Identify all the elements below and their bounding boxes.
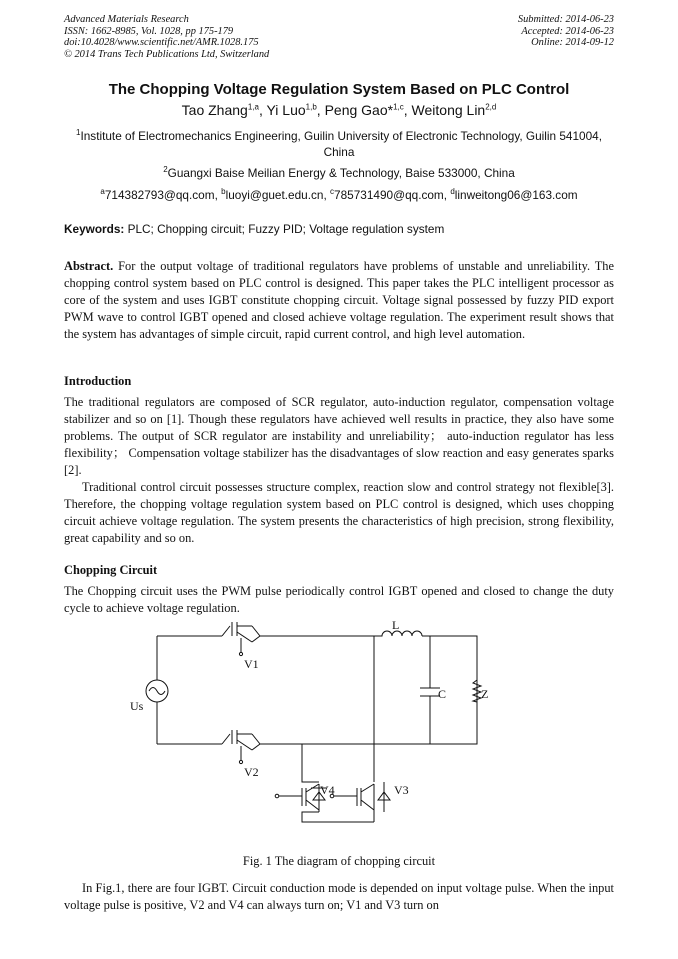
- journal-name: Advanced Materials Research: [64, 14, 189, 25]
- author-name: Weitong Lin: [411, 102, 486, 118]
- chopping-circuit-diagram: [120, 612, 500, 852]
- email-sup: a: [100, 187, 105, 197]
- chopping-paragraph: The Chopping circuit uses the PWM pulse periodically control IGBT opened and closed to change the duty cycle to achieve voltage regulation.: [64, 584, 614, 615]
- source-label: Us: [130, 699, 144, 713]
- dates-header: [518, 14, 614, 49]
- capacitor-symbol: [420, 688, 440, 696]
- author-name: Peng Gao*: [324, 102, 394, 118]
- author-name: Tao Zhang: [181, 102, 248, 118]
- email-link[interactable]: linweitong06@163.com: [454, 188, 578, 202]
- email-link[interactable]: luoyi@guet.edu.cn: [225, 188, 324, 202]
- paper-title: The Chopping Voltage Regulation System Based on PLC Control: [108, 81, 570, 98]
- figure-caption: Fig. 1 The diagram of chopping circuit: [242, 854, 436, 868]
- v1-label: V1: [244, 657, 259, 671]
- introduction-paragraph-1: The traditional regulators are composed of SCR regulator, auto-induction regulator, compensation voltage stabilizer and so on [1]. Though these regulators have achieved well results in practice, they also have some problems. The output of SCR regulator are instability and unreliability； auto-induction regulator has less flexibility； Compensation voltage stabilizer has the disadvantages of slow reaction and easy generates sparks [2].: [64, 395, 614, 477]
- ac-source-symbol: [146, 680, 168, 702]
- chopping-heading: Chopping Circuit: [64, 563, 158, 577]
- abstract: [64, 258, 614, 343]
- keywords: [64, 222, 444, 236]
- introduction-paragraph-2: Traditional control circuit possesses structure complex, reaction slow and control strategy not flexible[3]. Therefore, the chopping voltage regulation system based on PLC control is designed, which uses chopping circuit achieve voltage regulation. The system presents the characteristics of high precision, strong flexibility, great capability and so on.: [64, 480, 614, 545]
- closing-paragraph: In Fig.1, there are four IGBT. Circuit conduction mode is depended on input voltage pulse. When the input voltage pulse is positive, V2 and V4 can always turn on; V1 and V3 turn on: [64, 881, 614, 912]
- abstract-text: For the output voltage of traditional regulators have problems of unstable and unreliability. The chopping control system based on PLC control is designed. This paper takes the PLC intelligent processor as core of the system and uses IGBT constitute chopping circuit. Voltage signal possessed by fuzzy PID export PWM wave to control IGBT opened and closed achieve voltage regulation. The experiment result shows that the system has advantages of simple circuit, rapid current control, and high level automation.: [64, 259, 614, 341]
- capacitor-label: C: [438, 687, 447, 701]
- doi: doi:10.4028/www.scientific.net/AMR.1028.175: [64, 37, 259, 49]
- affiliation-1: [64, 128, 614, 160]
- abstract-label: Abstract.: [64, 259, 114, 273]
- v2-label: V2: [244, 765, 259, 779]
- wire-v4-branch: [302, 744, 374, 822]
- email-link[interactable]: 785731490@qq.com: [334, 188, 444, 202]
- email-sup: c: [330, 187, 335, 197]
- igbt-v3: [330, 782, 390, 812]
- v3-label: V3: [394, 783, 409, 797]
- issn: ISSN: 1662-8985, Vol. 1028, pp 175-179: [64, 25, 234, 37]
- introduction-heading: Introduction: [64, 374, 132, 388]
- igbt-v2: [222, 730, 260, 764]
- email-link[interactable]: 714382793@qq.com: [104, 188, 215, 202]
- affiliation-2: [64, 165, 614, 181]
- email-sup: b: [221, 187, 226, 197]
- author-list: Tao Zhang$^{1,a}$, Yi Luo$^{1,b}$, Peng Gao*$^{1,c}$, Weitong Lin$^{2,d}$: [181, 102, 497, 118]
- copyright: © 2014 Trans Tech Publications Ltd, Switzerland: [64, 48, 270, 60]
- author-name: Yi Luo: [266, 102, 306, 118]
- inductor-label: L: [392, 618, 400, 632]
- email-list: $^a$714382793@qq.com, $^b$luoyi@guet.edu.cn, $^c$785731490@qq.com, $^d$linweitong06@163.com: [100, 187, 578, 202]
- accepted-date: Accepted: 2014-06-23: [521, 25, 614, 37]
- author-sup: 2,d: [485, 102, 497, 112]
- affiliation-sup: 2: [163, 165, 168, 175]
- journal-header: [64, 14, 269, 60]
- igbt-v1: [222, 622, 260, 656]
- keywords-text: PLC; Chopping circuit; Fuzzy PID; Voltage regulation system: [127, 222, 445, 236]
- author-sup: 1,b: [305, 102, 317, 112]
- keywords-label: Keywords:: [64, 222, 125, 236]
- email-sup: d: [450, 187, 455, 197]
- affiliation-text: Guangxi Baise Meilian Energy & Technology, Baise 533000, China: [167, 166, 515, 180]
- author-sup: 1,a: [247, 102, 259, 112]
- author-sup: 1,c: [393, 102, 404, 112]
- submitted-date: Submitted: 2014-06-23: [517, 14, 614, 25]
- resistor-label: Z: [481, 687, 489, 701]
- affiliation-sup: 1: [76, 128, 81, 138]
- online-date: Online: 2014-09-12: [531, 37, 614, 49]
- v4-label: V4: [320, 783, 335, 797]
- affiliation-text: Institute of Electromechanics Engineering, Guilin University of Electronic Technology, Guilin 541004, China: [80, 129, 602, 159]
- wire-inductor-right: [374, 636, 477, 744]
